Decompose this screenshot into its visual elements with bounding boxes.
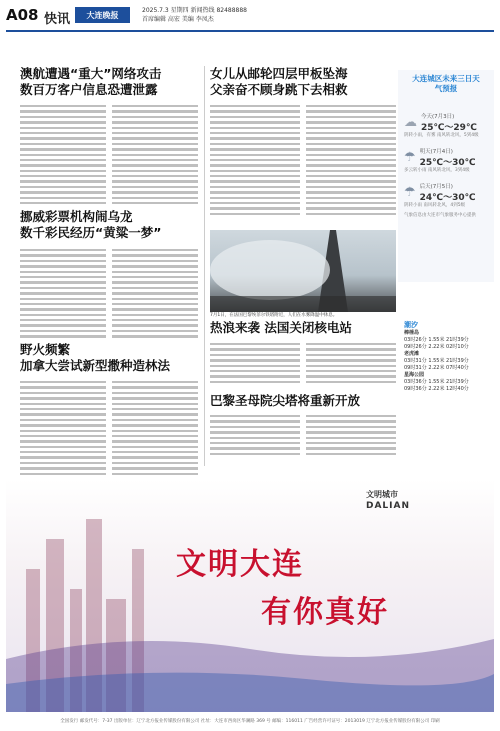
article-3-title: 挪威彩票机构闹乌龙 (20, 209, 133, 224)
weather-day-3: ☂ 后天(7月5日) 24℃～30℃ 阴转小雨 南风转北风，4到5级 (404, 184, 476, 208)
article-1 (20, 66, 192, 98)
news-photo (210, 230, 396, 312)
tides-panel: 潮汐 棒棰岛 03时26分 1.55米 21时39分 09时26分 2.22米 02时10分 老虎滩 03时31分 1.55米 21时39分 09时31分 2.22米 07时40分 星海公园 03时36分 1.55米 21时39分 09时36分 2.22米 12时40分 (404, 320, 496, 393)
column-divider (204, 66, 205, 466)
weather-title: 大连城区未来三日天气预报 (412, 74, 480, 93)
header-rule (6, 30, 494, 32)
article-2-title: 女儿从邮轮四层甲板坠海 (210, 66, 348, 81)
weather-source: 气象信息由大连市气象服务中心提供 (404, 213, 476, 218)
article-1-body (20, 102, 198, 204)
article-2-body (210, 102, 396, 215)
rain-cloud-icon: ☂ (404, 150, 416, 165)
section-title: 快讯 (44, 12, 71, 27)
ad-headline-1: 文明大连 (176, 547, 304, 582)
cloud-icon: ☁ (404, 115, 417, 130)
civilization-ad (6, 479, 494, 712)
article-6 (210, 393, 396, 409)
article-5-title: 热浪来袭 法国关闭核电站 (210, 320, 352, 335)
ad-top-text: 文明城市 (366, 490, 398, 499)
ad-headline-2: 有你真好 (261, 595, 389, 630)
article-4-title: 野火频繁 (20, 342, 71, 357)
article-3-subtitle: 数千彩民经历“黄粱一梦” (20, 225, 162, 240)
weather-panel (398, 70, 494, 282)
weather-day-2: ☂ 明天(7月4日) 25℃～30℃ 多云转小雨 南风转北风，3到4级 (404, 149, 476, 173)
article-1-subtitle: 数百万客户信息恐遭泄露 (20, 82, 158, 97)
newspaper-logo: 大连晚报 (75, 7, 130, 23)
page-label: A08 (6, 6, 39, 24)
tides-title: 潮汐 (404, 321, 418, 329)
ad-en-text: DALIAN (366, 501, 411, 511)
article-6-title: 巴黎圣母院尖塔将重新开放 (210, 393, 361, 408)
article-6-body (210, 412, 396, 455)
article-5 (210, 320, 396, 336)
header-meta: 2025.7.3 星期四 新闻热线 82488888 首席编辑 高宏 美编 李凤杰 (142, 7, 247, 23)
article-2-subtitle: 父亲奋不顾身跳下去相救 (210, 82, 348, 97)
article-2 (210, 66, 396, 98)
article-3 (20, 209, 192, 241)
article-5-body (210, 340, 396, 383)
photo-caption: 7月1日，在法国巴黎埃菲尔铁塔附近，人们在水雾降温中休息。 (210, 313, 338, 318)
weather-day-1: ☁ 今天(7月3日) 25℃～29℃ 阴转小雨，有雾 南风转北风，5到4级 (404, 114, 479, 138)
article-4-body (20, 378, 198, 475)
article-3-body (20, 246, 198, 338)
rain-cloud-icon: ☂ (404, 185, 416, 200)
article-4-subtitle: 加拿大尝试新型撒种造林法 (20, 358, 171, 373)
article-4 (20, 342, 192, 374)
article-1-title: 澳航遭遇“重大”网络攻击 (20, 66, 162, 81)
footer: 全国发行 邮发代号：7-37 出版单位：辽宁北方报业传媒股份有限公司 社址：大连市西岗区华澜路 369 号 邮编：116011 广告经营许可证号：2013019 辽宁北方报业传媒股份有限公司 印刷 (60, 719, 440, 724)
